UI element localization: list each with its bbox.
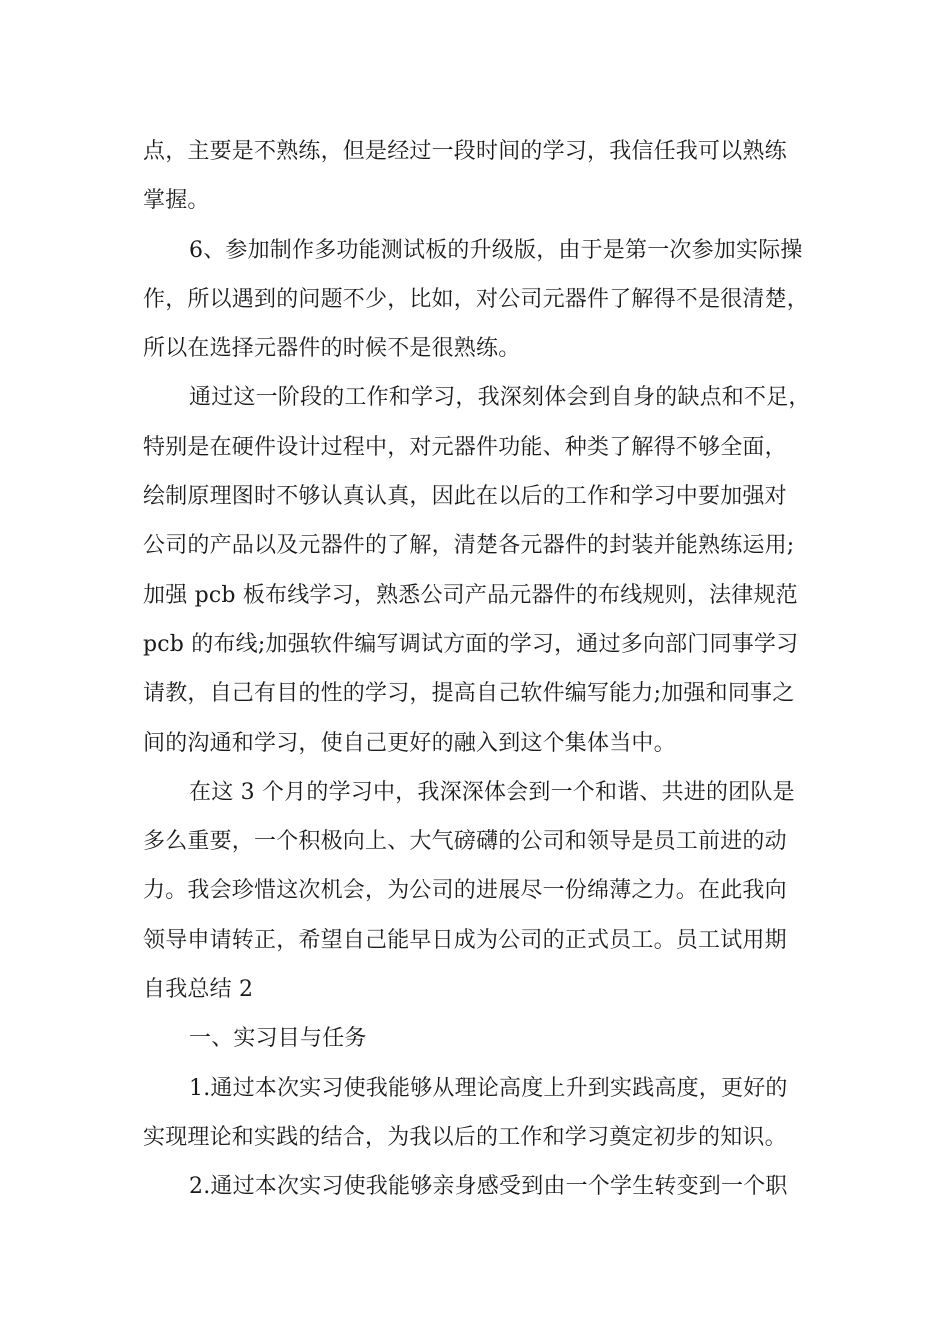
section-title: 自我总结 2 [143, 977, 254, 1003]
text-line: 间的沟通和学习，使自己更好的融入到这个集体当中。 [143, 730, 676, 756]
document-body [143, 127, 815, 1212]
text-line: 点，主要是不熟练，但是经过一段时间的学习，我信任我可以熟练 [143, 139, 787, 164]
text-line: 实现理论和实践的结合，为我以后的工作和学习奠定初步的知识。 [143, 1124, 787, 1150]
text-line: 作，所以遇到的问题不少，比如，对公司元器件了解得不是很清楚， [143, 286, 810, 312]
text-line: 在这 3 个月的学习中，我深深体会到一个和谐、共进的团队是 [189, 779, 795, 805]
text-line: 6、参加制作多功能测试板的升级版，由于是第一次参加实际操 [189, 237, 803, 263]
text-line: 绘制原理图时不够认真认真，因此在以后的工作和学习中要加强对 [143, 484, 787, 510]
text-line: 请教，自己有目的性的学习，提高自己软件编写能力;加强和同事之 [143, 681, 795, 707]
text-line: pcb 的布线;加强软件编写调试方面的学习，通过多向部门同事学习 [143, 631, 799, 657]
text-line: 1.通过本次实习使我能够从理论高度上升到实践高度，更好的 [189, 1075, 788, 1101]
section-heading: 一、实习目与任务 [189, 1026, 367, 1052]
text-line: 力。我会珍惜这次机会，为公司的进展尽一份绵薄之力。在此我向 [143, 878, 787, 904]
text-line: 掌握。 [143, 188, 210, 214]
text-line: 通过这一阶段的工作和学习，我深刻体会到自身的缺点和不足， [189, 385, 811, 411]
text-line: 所以在选择元器件的时候不是很熟练。 [143, 336, 521, 362]
text-line: 公司的产品以及元器件的了解，清楚各元器件的封装并能熟练运用; [143, 533, 795, 559]
text-line: 2.通过本次实习使我能够亲身感受到由一个学生转变到一个职 [189, 1174, 788, 1200]
text-line: 领导申请转正，希望自己能早日成为公司的正式员工。员工试用期 [143, 927, 787, 953]
text-line: 特别是在硬件设计过程中，对元器件功能、种类了解得不够全面， [143, 434, 787, 460]
text-line: 多么重要，一个积极向上、大气磅礴的公司和领导是员工前进的动 [143, 829, 787, 855]
text-line: 加强 pcb 板布线学习，熟悉公司产品元器件的布线规则，法律规范 [143, 582, 798, 608]
